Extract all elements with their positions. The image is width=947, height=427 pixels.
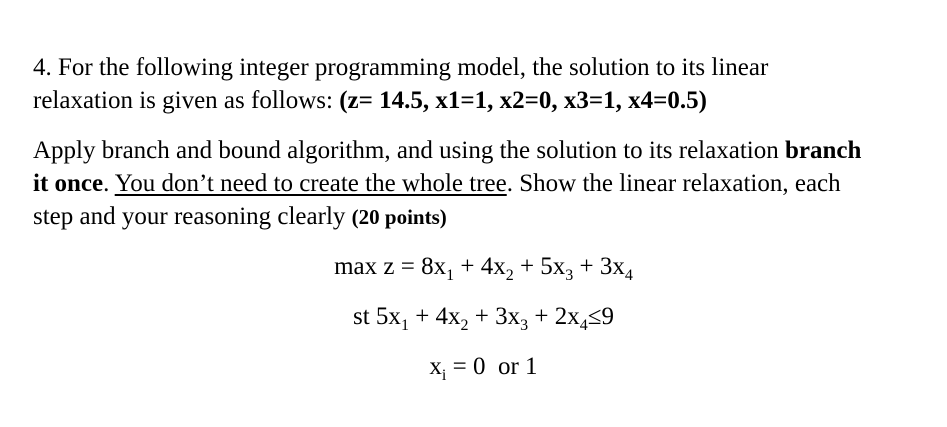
domain-var: x	[429, 353, 442, 380]
objective-sub-4: 4	[624, 267, 633, 284]
constraint-term-4: + 2x	[528, 303, 580, 330]
constraint-sub-3: 3	[520, 317, 529, 334]
objective-term-1: 8x	[421, 253, 447, 280]
points-label: (20 points)	[351, 205, 447, 229]
constraint-prefix: st 5x	[353, 303, 401, 330]
variable-domain	[0, 353, 947, 385]
constraint-term-3: + 3x	[468, 303, 521, 330]
domain-sub: i	[441, 367, 447, 384]
objective-sub-3: 3	[565, 267, 574, 284]
instruction-bold-branch: branch	[784, 137, 862, 164]
objective-op-3: +	[573, 253, 600, 280]
instruction-bold-it-once: it once	[33, 170, 104, 197]
instruction-text-4: step and your reasoning clearly	[33, 203, 352, 230]
question-paragraph-1	[33, 51, 768, 117]
question-line-1: 4. For the following integer programming model, the solution to its linear	[33, 54, 769, 81]
question-paragraph-2	[33, 134, 861, 234]
relaxation-solution: (z= 14.5, x1=1, x2=0, x3=1, x4=0.5)	[339, 87, 707, 114]
domain-rest: = 0 or 1	[446, 353, 538, 380]
instruction-text-2: .	[103, 170, 115, 197]
objective-prefix: max z =	[334, 253, 422, 280]
objective-op-2: +	[513, 253, 541, 280]
constraint-term-2: + 4x	[408, 303, 461, 330]
constraint-sub-2: 2	[460, 317, 469, 334]
constraint-rhs: ≤9	[587, 303, 614, 330]
instruction-text-1: Apply branch and bound algorithm, and using the solution to its relaxation	[33, 137, 785, 164]
objective-sub-1: 1	[446, 267, 455, 284]
constraint-sub-1: 1	[400, 317, 409, 334]
objective-term-3: 5x	[540, 253, 566, 280]
objective-sub-2: 2	[505, 267, 514, 284]
objective-term-4: 3x	[599, 253, 625, 280]
objective-term-2: 4x	[480, 253, 506, 280]
question-line-2-prefix: relaxation is given as follows:	[33, 87, 340, 114]
objective-function	[0, 253, 947, 285]
constraint-sub-4: 4	[579, 317, 588, 334]
instruction-underline: You don’t need to create the whole tree	[114, 170, 507, 197]
constraint	[0, 303, 947, 335]
objective-op-1: +	[454, 253, 481, 280]
instruction-text-3: . Show the linear relaxation, each	[506, 170, 841, 197]
